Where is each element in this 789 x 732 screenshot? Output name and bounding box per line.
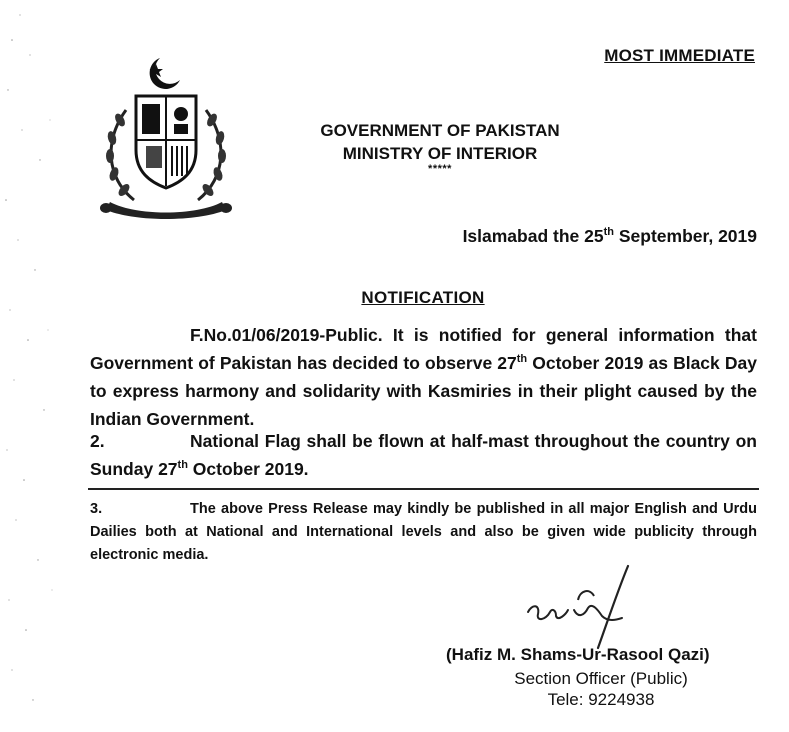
letterhead-stars: ***** — [428, 163, 452, 175]
paragraph-3-text: The above Press Release may kindly be published in all major English and Urdu Dailies both at National and International levels and also be given wide publicity through electronic media. — [90, 501, 757, 563]
priority-label: MOST IMMEDIATE — [604, 46, 755, 65]
divider-rule — [88, 488, 759, 490]
paragraph-1-ordinal: th — [516, 353, 528, 366]
paragraph-2-text-a: National Flag shall be flown at half-mast throughout the country on Sunday 27 — [90, 431, 757, 479]
paragraph-1-text-a: F.No.01/06/2019-Public. It is notified for general information that Government of Pakistan has decided to observe 27 — [90, 325, 757, 373]
signatory-name: (Hafiz M. Shams-Ur-Rasool Qazi) — [446, 645, 710, 664]
notification-heading: NOTIFICATION — [361, 288, 485, 307]
paragraph-2 — [90, 427, 757, 483]
signatory-details — [446, 668, 756, 710]
paragraph-3 — [90, 498, 757, 567]
paragraph-2-ordinal: th — [177, 459, 188, 472]
paragraph-3-number: 3. — [90, 501, 103, 517]
signatory-phone: Tele: 9224938 — [547, 690, 655, 709]
date-ordinal: th — [603, 226, 614, 239]
paragraph-1 — [90, 321, 757, 433]
government-name: GOVERNMENT OF PAKISTAN — [320, 121, 560, 140]
paragraph-2-text-b: October 2019. — [187, 459, 309, 479]
handwritten-signature — [518, 560, 648, 650]
paragraph-1-text-b: October 2019 as Black Day to express harmony and solidarity with Kasmiries in their plight caused by the Indian Government. — [90, 353, 757, 429]
date-line — [463, 226, 757, 247]
paragraph-2-number: 2. — [90, 431, 105, 451]
ministry-name: MINISTRY OF INTERIOR — [342, 144, 538, 163]
date-rest: September, 2019 — [614, 226, 757, 246]
date-prefix: Islamabad the 25 — [462, 226, 604, 246]
letterhead-title — [300, 119, 580, 165]
scan-speckles — [0, 0, 60, 732]
signatory-designation: Section Officer (Public) — [514, 669, 688, 688]
state-emblem-icon — [96, 50, 236, 222]
